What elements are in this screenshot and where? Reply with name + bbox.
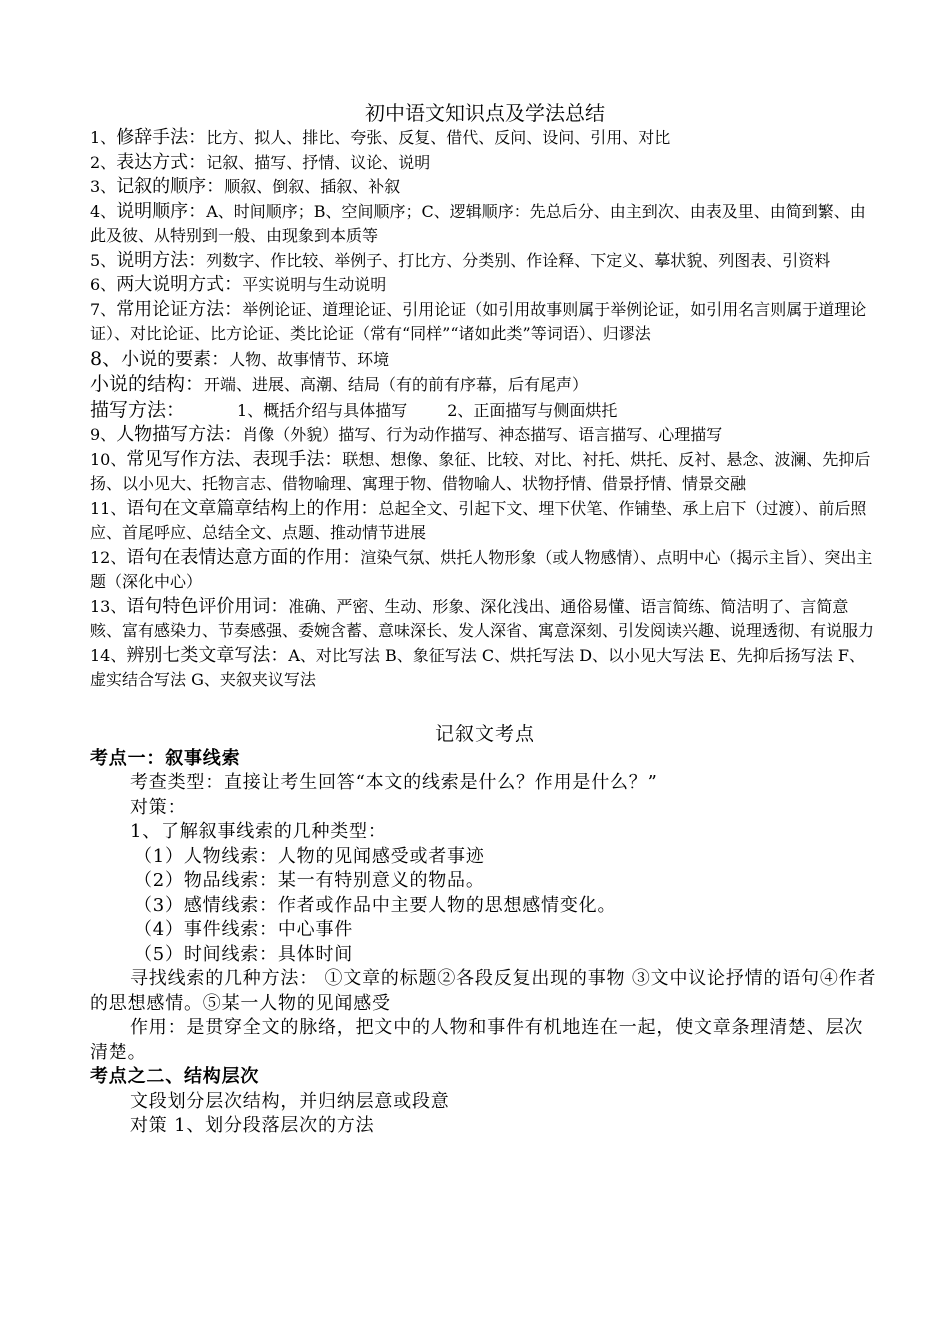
list-item: 8、小说的要素：人物、故事情节、环境 bbox=[90, 347, 390, 370]
list-item: 5、说明方法：列数字、作比较、举例子、打比方、分类别、作诠释、下定义、摹状貌、列图表、引资料 bbox=[90, 249, 831, 271]
point-heading: 考点一：叙事线索 bbox=[90, 747, 241, 769]
list-item: （3）感情线索：作者或作品中主要人物的思想感情变化。 bbox=[134, 894, 617, 916]
list-item: 1、修辞手法：比方、拟人、排比、夸张、反复、借代、反问、设问、引用、对比 bbox=[90, 127, 671, 148]
effect-paragraph: 作用：是贯穿全文的脉络，把文中的人物和事件有机地连在一起，使文章条理清楚、层次清楚。 bbox=[90, 1017, 864, 1063]
list-item: （4）事件线索：中心事件 bbox=[134, 919, 354, 940]
list-item: 13、语句特色评价用词：准确、严密、生动、形象、深化浅出、通俗易懂、语言简练、简洁明了、言简意赅、富有感染力、节奏感强、委婉含蓄、意味深长、发人深省、寓意深刻、引发阅读兴趣、说理透彻、有说服力 bbox=[90, 595, 875, 640]
methods-paragraph: 寻找线索的几种方法： ①文章的标题②各段反复出现的事物 ③文中议论抒情的语句④作者的思想感情。⑤某一人物的见闻感受 bbox=[90, 968, 877, 1014]
list-item: 2、表达方式：记叙、描写、抒情、议论、说明 bbox=[90, 151, 431, 173]
strategy-label: 对策： bbox=[130, 796, 187, 818]
list-item: 9、人物描写方法：肖像（外貌）描写、行为动作描写、神态描写、语言描写、心理描写 bbox=[90, 424, 723, 445]
types-title: 1、了解叙事线索的几种类型： bbox=[130, 821, 387, 842]
knowledge-list bbox=[90, 126, 880, 693]
point-heading: 考点之二、结构层次 bbox=[90, 1066, 260, 1087]
section-title: 记叙文考点 bbox=[434, 722, 535, 745]
list-item: 11、语句在文章篇章结构上的作用：总起全文、引起下文、埋下伏笔、作铺垫、承上启下（过渡）、前后照应、首尾呼应、总结全文、点题、推动情节进展 bbox=[90, 497, 867, 542]
paragraph: 文段划分层次结构，并归纳层意或段意 bbox=[130, 1090, 450, 1112]
document-page bbox=[90, 100, 880, 1139]
paragraph: 对策 1、划分段落层次的方法 bbox=[130, 1115, 375, 1136]
document-title: 初中语文知识点及学法总结 bbox=[365, 101, 605, 125]
list-item: 7、常用论证方法：举例论证、道理论证、引用论证（如引用故事则属于举例论证，如引用名言则属于道理论证）、对比论证、比方论证、类比论证（常有“同样”“诸如此类”等词语）、归谬法 bbox=[90, 298, 867, 343]
list-item: 6、两大说明方式：平实说明与生动说明 bbox=[90, 274, 387, 295]
list-item: （5）时间线索：具体时间 bbox=[134, 943, 354, 965]
list-item: （2）物品线索：某一有特别意义的物品。 bbox=[134, 870, 485, 891]
list-item: 10、常见写作方法、表现手法：联想、想像、象征、比较、对比、衬托、烘托、反衬、悬念、波澜、先抑后扬、以小见大、托物言志、借物喻理、寓理于物、借物喻人、状物抒情、借景抒情、情景交融 bbox=[90, 448, 871, 493]
list-item: 12、语句在表情达意方面的作用：渲染气氛、烘托人物形象（或人物感情）、点明中心（揭示主旨）、突出主题（深化中心） bbox=[90, 546, 873, 591]
narrative-section bbox=[90, 747, 880, 1139]
list-item: 3、记叙的顺序：顺叙、倒叙、插叙、补叙 bbox=[90, 176, 401, 197]
novel-structure: 小说的结构：开端、进展、高潮、结局（有的前有序幕，后有尾声） bbox=[90, 373, 589, 395]
list-item: （1）人物线索：人物的见闻感受或者事迹 bbox=[134, 845, 485, 867]
list-item: 4、说明顺序：A、时间顺序；B、空间顺序；C、逻辑顺序：先总后分、由主到次、由表及里、由简到繁、由此及彼、从特别到一般、由现象到本质等 bbox=[90, 200, 866, 245]
list-item: 14、辨别七类文章写法：A、对比写法 B、象征写法 C、烘托写法 D、以小见大写法 E、先抑后扬写法 F、虚实结合写法 G、夹叙夹议写法 bbox=[90, 644, 865, 689]
question-type: 考查类型：直接让考生回答“本文的线索是什么？作用是什么？” bbox=[130, 772, 658, 793]
describe-methods: 描写方法： 1、概括介绍与具体描写 2、正面描写与侧面烘托 bbox=[90, 398, 618, 421]
